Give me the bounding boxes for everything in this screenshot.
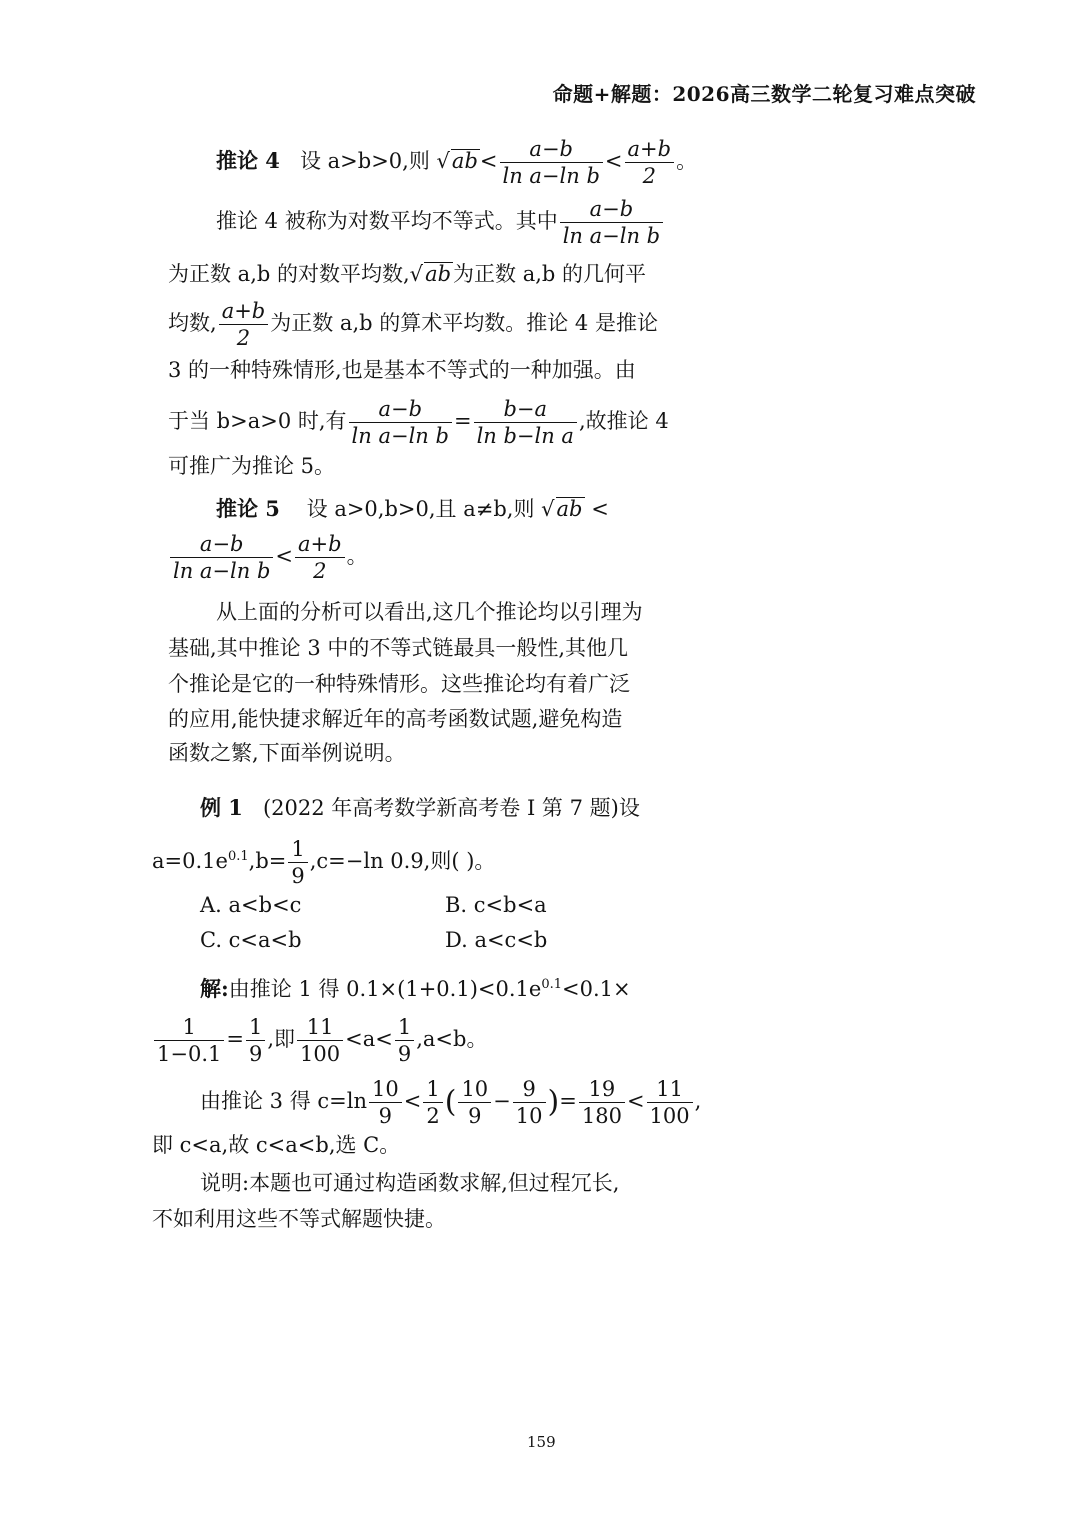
para2-line2: 基础,其中推论 3 中的不等式链最具一般性,其他几 — [168, 636, 629, 660]
fraction: $\frac{1}{9}$ — [395, 1016, 414, 1065]
corollary-5-cont: $\frac{a-b}{\text{ln a−ln b}}$ < $\frac{a+b}{2}$ 。 — [168, 533, 368, 582]
fraction: $\frac{19}{180}$ — [579, 1078, 625, 1127]
note-line1: 说明:本题也可通过构造函数求解,但过程冗长, — [200, 1171, 620, 1195]
note-line2: 不如利用这些不等式解题快捷。 — [152, 1207, 446, 1231]
para1-line6: 可推广为推论 5。 — [168, 454, 336, 478]
para2-line4: 的应用,能快捷求解近年的高考函数试题,避免构造 — [168, 707, 623, 731]
para2-line1: 从上面的分析可以看出,这几个推论均以引理为 — [216, 600, 643, 624]
example-1-givens: $a=0.1e^{0.1},b=$ $\frac{1}{9}$ ,c=−ln 0.9,则( )。 — [152, 837, 496, 889]
solution-line2: $\frac{1}{1-0.1}$ = $\frac{1}{9}$ ,即 $\frac{11}{100}$ <a< $\frac{1}{9}$ ,a<b。 — [152, 1016, 487, 1065]
fraction: $\frac{11}{100}$ — [297, 1016, 343, 1065]
solution-line4: 即 c<a,故 c<a<b,选 C。 — [152, 1133, 401, 1157]
log-mean-fraction: $\frac{a-b}{\text{ln a−ln b}}$ — [500, 138, 603, 187]
fraction: $\frac{1}{9}$ — [288, 838, 307, 887]
fraction: $\frac{a+b}{2}$ — [219, 300, 269, 349]
para1-line4: 3 的一种特殊情形,也是基本不等式的一种加强。由 — [168, 358, 636, 382]
option-c: C. c<a<b — [200, 928, 302, 952]
example-1-title: 例 1 (2022 年高考数学新高考卷 Ⅰ 第 7 题)设 — [200, 795, 640, 820]
corollary-4-label: 推论 4 — [216, 148, 280, 174]
corollary-4-text: 设 a>b>0,则 — [299, 149, 430, 174]
sqrt-ab: ab — [451, 149, 478, 174]
page-number: 159 — [527, 1433, 556, 1451]
fraction: $\frac{a-b}{\text{ln a−ln b}}$ — [349, 398, 452, 447]
solution-label: 解: — [200, 976, 229, 1001]
fraction: $\frac{1}{9}$ — [246, 1016, 265, 1065]
option-a: A. a<b<c — [200, 893, 302, 917]
para2-line3: 个推论是它的一种特殊情形。这些推论均有着广泛 — [168, 672, 630, 696]
solution-line3: 由推论 3 得 c=ln $\frac{10}{9}$ < $\frac{1}{2}$ ( $\frac{10}{9}$ − $\frac{9}{10}$ )= $\frac{19}{180}$ < $\frac{11}{100}$ , — [200, 1077, 702, 1129]
option-b: B. c<b<a — [445, 893, 547, 917]
fraction: $\frac{10}{9}$ — [369, 1078, 402, 1127]
para1-line2: 为正数 a,b 的对数平均数,√ab为正数 a,b 的几何平 — [168, 262, 647, 286]
para1-line3: 均数, $\frac{a+b}{2}$ 为正数 a,b 的算术平均数。推论 4 是推论 — [168, 299, 658, 351]
para1-line1: 推论 4 被称为对数平均不等式。其中 $\frac{a-b}{\text{ln a−ln b}}$ — [216, 198, 665, 247]
fraction: $\frac{1}{1-0.1}$ — [154, 1016, 224, 1065]
corollary-4: 推论 4 设 a>b>0,则 √ab< $\frac{a-b}{\text{ln a−ln b}}$ < $\frac{a+b}{2}$ 。 — [216, 137, 698, 189]
corollary-5-label: 推论 5 — [216, 496, 280, 521]
option-d: D. a<c<b — [445, 928, 548, 952]
fraction: $\frac{b-a}{\text{ln b−ln a}}$ — [474, 398, 577, 447]
fraction: $\frac{a-b}{\text{ln a−ln b}}$ — [170, 533, 273, 582]
fraction: $\frac{a-b}{\text{ln a−ln b}}$ — [560, 198, 663, 247]
fraction: $\frac{1}{2}$ — [423, 1078, 442, 1127]
fraction: $\frac{10}{9}$ — [458, 1078, 491, 1127]
fraction: $\frac{9}{10}$ — [513, 1078, 546, 1127]
fraction: $\frac{a+b}{2}$ — [295, 533, 345, 582]
fraction: $\frac{11}{100}$ — [647, 1078, 693, 1127]
example-1-label: 例 1 — [200, 795, 243, 820]
para2-line5: 函数之繁,下面举例说明。 — [168, 741, 406, 765]
para1-line5: 于当 b>a>0 时,有 $\frac{a-b}{\text{ln a−ln b}}$ = $\frac{b-a}{\text{ln b−ln a}}$ ,故推论 4 — [168, 397, 669, 449]
page-header: 命题+解题：2026高三数学二轮复习难点突破 — [552, 82, 976, 106]
arith-mean-fraction: $\frac{a+b}{2}$ — [625, 138, 675, 187]
corollary-5: 推论 5 设 a>0,b>0,且 a≠b,则 √ab < — [216, 496, 609, 521]
solution-line1: 解:由推论 1 得 $0.1\times(1+0.1)<0.1e^{0.1}<0.1\times$ — [200, 976, 631, 1001]
